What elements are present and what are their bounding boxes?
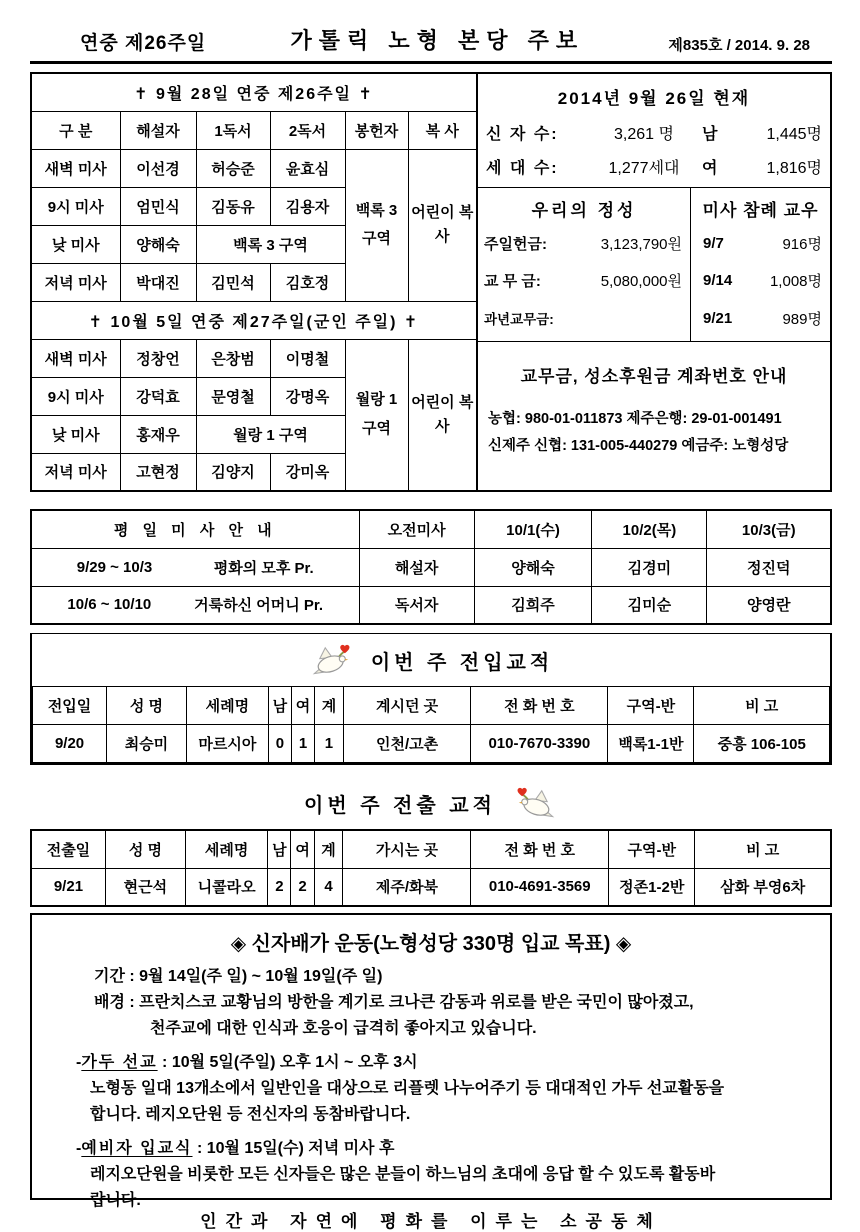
- season-title: 연중 제26주일: [80, 33, 207, 54]
- cell: 마르시아: [186, 725, 268, 763]
- header: [30, 20, 832, 61]
- col-header: 세례명: [186, 687, 268, 725]
- table-header-row: [33, 687, 830, 725]
- cell: 정존1-2반: [609, 868, 695, 906]
- col-header: 전출일: [31, 830, 105, 868]
- person-name: 김양지: [196, 453, 270, 491]
- attendance-count: 989명: [782, 310, 822, 328]
- col-header: 남: [268, 830, 291, 868]
- section-title: 이번 주 전출 교적: [304, 794, 496, 817]
- col-header: 성 명: [107, 687, 187, 725]
- person-name: 강명옥: [270, 377, 345, 415]
- col-header: 10/3(금): [707, 510, 831, 548]
- stats-date-title: 2014년 9월 26일 현재: [557, 89, 751, 108]
- col-header: 비 고: [695, 830, 831, 868]
- attendance-date: 9/7: [703, 235, 724, 253]
- week-period-cell: [32, 557, 359, 578]
- person-name: 강덕효: [120, 377, 196, 415]
- col-header: 여: [291, 830, 314, 868]
- account-line: 농협: 980-01-011873 제주은행: 29-01-001491: [488, 411, 782, 427]
- campaign-item-body: 합니다. 레지오단원 등 전신자의 동참바랍니다.: [90, 1106, 411, 1123]
- week-name: 평화의 모후 Pr.: [213, 559, 314, 577]
- person-name: 홍재우: [120, 415, 196, 453]
- dove-heart-icon: [309, 640, 355, 680]
- account-title: 교무금, 성소후원금 계좌번호 안내: [520, 367, 788, 386]
- person-name: 박대진: [120, 263, 196, 301]
- table-row: [31, 149, 477, 187]
- table-row: [31, 868, 831, 906]
- person-name: 문영철: [196, 377, 270, 415]
- person-name: 김민석: [196, 263, 270, 301]
- col-header: 계시던 곳: [343, 687, 471, 725]
- footer-motto: 인간과 자연에 평화를 이루는 소공동체: [200, 1212, 662, 1231]
- offering-section: [478, 188, 830, 342]
- col-header: 해설자: [120, 111, 196, 149]
- person-name: 윤효심: [270, 149, 345, 187]
- transfer-in-heading: [32, 634, 830, 686]
- person-name: 김희주: [474, 586, 592, 624]
- campaign-title: ◈ 신자배가 운동(노형성당 330명 입교 목표) ◈: [230, 933, 632, 955]
- account-info-section: [478, 342, 830, 490]
- col-header: 비 고: [694, 687, 830, 725]
- col-header: 구역-반: [609, 830, 695, 868]
- col-header: 봉헌자: [345, 111, 408, 149]
- header-divider: [30, 61, 832, 64]
- stat-label: 신 자 수:: [486, 125, 559, 143]
- stat-label: 남: [702, 125, 718, 143]
- offering-label: 과년교무금:: [484, 312, 554, 328]
- week-period-cell: [32, 594, 359, 615]
- dash: -: [76, 1054, 82, 1071]
- campaign-item-body: 레지오단원을 비롯한 모든 신자들은 많은 분들이 하느님의 초대에 응답 할 수 있도록 활동바: [90, 1166, 716, 1183]
- weekday-mass-table: [30, 509, 832, 625]
- cell: 9/20: [33, 725, 107, 763]
- offering-line: [484, 225, 684, 262]
- person-name: 허승준: [196, 149, 270, 187]
- col-header: 전 화 번 호: [471, 830, 609, 868]
- person-name: 김동유: [196, 187, 270, 225]
- item-label: 예비자 입교식: [81, 1140, 193, 1157]
- offering-label: 주일헌금:: [484, 236, 547, 254]
- col-header: 구 분: [31, 111, 120, 149]
- offering-line: [484, 262, 684, 299]
- attendance-date: 9/14: [703, 272, 733, 290]
- mass-label: 9시 미사: [31, 187, 120, 225]
- col-header: 전 화 번 호: [471, 687, 608, 725]
- col-header: 계: [314, 830, 343, 868]
- mass-label: 낮 미사: [31, 225, 120, 263]
- person-name: 김경미: [592, 548, 707, 586]
- person-name: 강미옥: [270, 453, 345, 491]
- table-row: [33, 725, 830, 763]
- weekday-title: 평 일 미 사 안 내: [31, 510, 359, 548]
- dash: -: [76, 1140, 82, 1157]
- group-name: 월랑 1 구역: [196, 415, 345, 453]
- item-label: 가두 선교: [81, 1054, 158, 1071]
- cell: 010-4691-3569: [471, 868, 609, 906]
- transfer-in-table: [32, 686, 830, 763]
- issue-number: 제835호 / 2014. 9. 28: [668, 37, 810, 54]
- transfer-out-heading: [30, 777, 832, 829]
- person-name: 고현정: [120, 453, 196, 491]
- person-name: 정창언: [120, 339, 196, 377]
- mass-week1-title: ✝ 9월 28일 연중 제26주일 ✝: [31, 73, 477, 111]
- cell: 백록1-1반: [608, 725, 694, 763]
- mass-label: 저녁 미사: [31, 453, 120, 491]
- stat-label: 세 대 수:: [486, 159, 559, 177]
- person-name: 양해숙: [120, 225, 196, 263]
- col-header: 여: [291, 687, 314, 725]
- period-text: 10/6 ~ 10/10: [67, 596, 152, 614]
- cell: 2: [268, 868, 291, 906]
- cell: 0: [268, 725, 291, 763]
- cell: 중흥 106-105: [694, 725, 830, 763]
- campaign-background-cont: 천주교에 대한 인식과 호응이 급격히 좋아지고 있습니다.: [150, 1020, 537, 1037]
- cell: 1: [315, 725, 344, 763]
- attendance-column: [691, 188, 830, 341]
- offering-label: 교 무 금:: [484, 273, 541, 291]
- altar-server: 어린이 복사: [408, 339, 477, 491]
- person-name: 김미순: [592, 586, 707, 624]
- offering-title: 우리의 정성: [531, 201, 637, 220]
- col-header: 2독서: [270, 111, 345, 149]
- period-text: 9/29 ~ 10/3: [76, 558, 153, 576]
- offerer-group: 월랑 1 구역: [345, 339, 408, 491]
- parish-stats-panel: [478, 72, 832, 492]
- transfer-in-section: [30, 633, 832, 765]
- cell: 제주/화북: [343, 868, 471, 906]
- stats-row: [486, 115, 822, 149]
- person-name: 양해숙: [474, 548, 592, 586]
- table-row: [31, 339, 477, 377]
- cell: 인천/고촌: [343, 725, 471, 763]
- person-name: 엄민식: [120, 187, 196, 225]
- person-name: 김용자: [270, 187, 345, 225]
- col-header: 성 명: [105, 830, 185, 868]
- col-header: 남: [268, 687, 291, 725]
- cell: 2: [291, 868, 314, 906]
- table-row: [31, 548, 831, 586]
- attendance-row: [699, 262, 822, 299]
- cell: 4: [314, 868, 343, 906]
- table-header-row: [31, 510, 831, 548]
- campaign-notice: [30, 913, 832, 1209]
- attendance-title: 미사 참례 교우: [702, 201, 819, 220]
- top-section: [30, 72, 832, 492]
- dove-heart-icon: [512, 783, 558, 823]
- cell: 1: [291, 725, 314, 763]
- attendance-date: 9/21: [703, 309, 733, 327]
- mass-label: 새벽 미사: [31, 149, 120, 187]
- attendance-count: 1,008명: [769, 273, 822, 291]
- col-header: 가시는 곳: [343, 830, 471, 868]
- mass-label: 낮 미사: [31, 415, 120, 453]
- col-header: 복 사: [408, 111, 477, 149]
- person-name: 은창범: [196, 339, 270, 377]
- stat-value: 1,277세대: [608, 159, 680, 177]
- offering-line: [484, 300, 684, 337]
- section-title: 이번 주 전입교적: [370, 651, 554, 674]
- campaign-item-street-mission: [46, 1050, 816, 1076]
- attendance-row: [699, 225, 822, 262]
- offering-value: 3,123,790원: [600, 236, 683, 254]
- cell: 삼화 부영6차: [695, 868, 831, 906]
- campaign-item-catechumen: [46, 1136, 816, 1162]
- cell: 니콜라오: [185, 868, 267, 906]
- transfer-out-table: [30, 829, 832, 907]
- cell: 9/21: [31, 868, 105, 906]
- col-header: 세례명: [185, 830, 267, 868]
- person-name: 정진덕: [707, 548, 831, 586]
- mass-label: 새벽 미사: [31, 339, 120, 377]
- role-label: 해설자: [359, 548, 474, 586]
- table-row: [31, 586, 831, 624]
- offering-column: [478, 188, 691, 341]
- mass-schedule-table: [30, 72, 478, 492]
- person-name: 이선경: [120, 149, 196, 187]
- altar-server: 어린이 복사: [408, 149, 477, 301]
- mass-header-row: [31, 111, 477, 149]
- attendance-row: [699, 300, 822, 337]
- week-name: 거룩하신 어머니 Pr.: [194, 597, 324, 615]
- stat-value: 1,445명: [766, 125, 822, 143]
- cell: 010-7670-3390: [471, 725, 608, 763]
- col-header: 10/2(목): [592, 510, 707, 548]
- item-detail: : 10월 15일(수) 저녁 미사 후: [192, 1140, 395, 1157]
- stat-label: 여: [702, 159, 718, 177]
- campaign-item-body: 노형동 일대 13개소에서 일반인을 대상으로 리플렛 나누어주기 등 대대적인 가두 선교활동을: [90, 1080, 725, 1097]
- stat-value: 1,816명: [766, 159, 822, 177]
- col-header: 10/1(수): [474, 510, 592, 548]
- person-name: 김호정: [270, 263, 345, 301]
- mass-week2-title: ✝ 10월 5일 연중 제27주일(군인 주일) ✝: [31, 301, 477, 339]
- item-detail: : 10월 5일(주일) 오후 1시 ~ 오후 3시: [157, 1054, 418, 1071]
- role-label: 독서자: [359, 586, 474, 624]
- campaign-item-body: 랍니다.: [90, 1192, 141, 1209]
- col-header: 구역-반: [608, 687, 694, 725]
- stats-section: [478, 74, 830, 188]
- attendance-count: 916명: [782, 236, 822, 254]
- stat-value: 3,261 명: [614, 125, 674, 143]
- cell: 현근석: [105, 868, 185, 906]
- campaign-background: 배경 : 프란치스코 교황님의 방한을 계기로 크나큰 감동과 위로를 받은 국민이 많아졌고,: [94, 994, 694, 1011]
- cell: 최승미: [107, 725, 187, 763]
- mass-label: 저녁 미사: [31, 263, 120, 301]
- col-header: 계: [315, 687, 344, 725]
- col-header: 오전미사: [359, 510, 474, 548]
- col-header: 전입일: [33, 687, 107, 725]
- offering-value: 5,080,000원: [600, 273, 683, 291]
- person-name: 이명철: [270, 339, 345, 377]
- offerer-group: 백록 3 구역: [345, 149, 408, 301]
- bulletin-title: 가톨릭 노형 본당 주보: [290, 28, 585, 53]
- mass-label: 9시 미사: [31, 377, 120, 415]
- campaign-period: 기간 : 9월 14일(주 일) ~ 10월 19일(주 일): [94, 968, 383, 985]
- table-header-row: [31, 830, 831, 868]
- col-header: 1독서: [196, 111, 270, 149]
- person-name: 양영란: [707, 586, 831, 624]
- account-line: 신제주 신협: 131-005-440279 예금주: 노형성당: [488, 438, 789, 454]
- group-name: 백록 3 구역: [196, 225, 345, 263]
- stats-row: [486, 149, 822, 183]
